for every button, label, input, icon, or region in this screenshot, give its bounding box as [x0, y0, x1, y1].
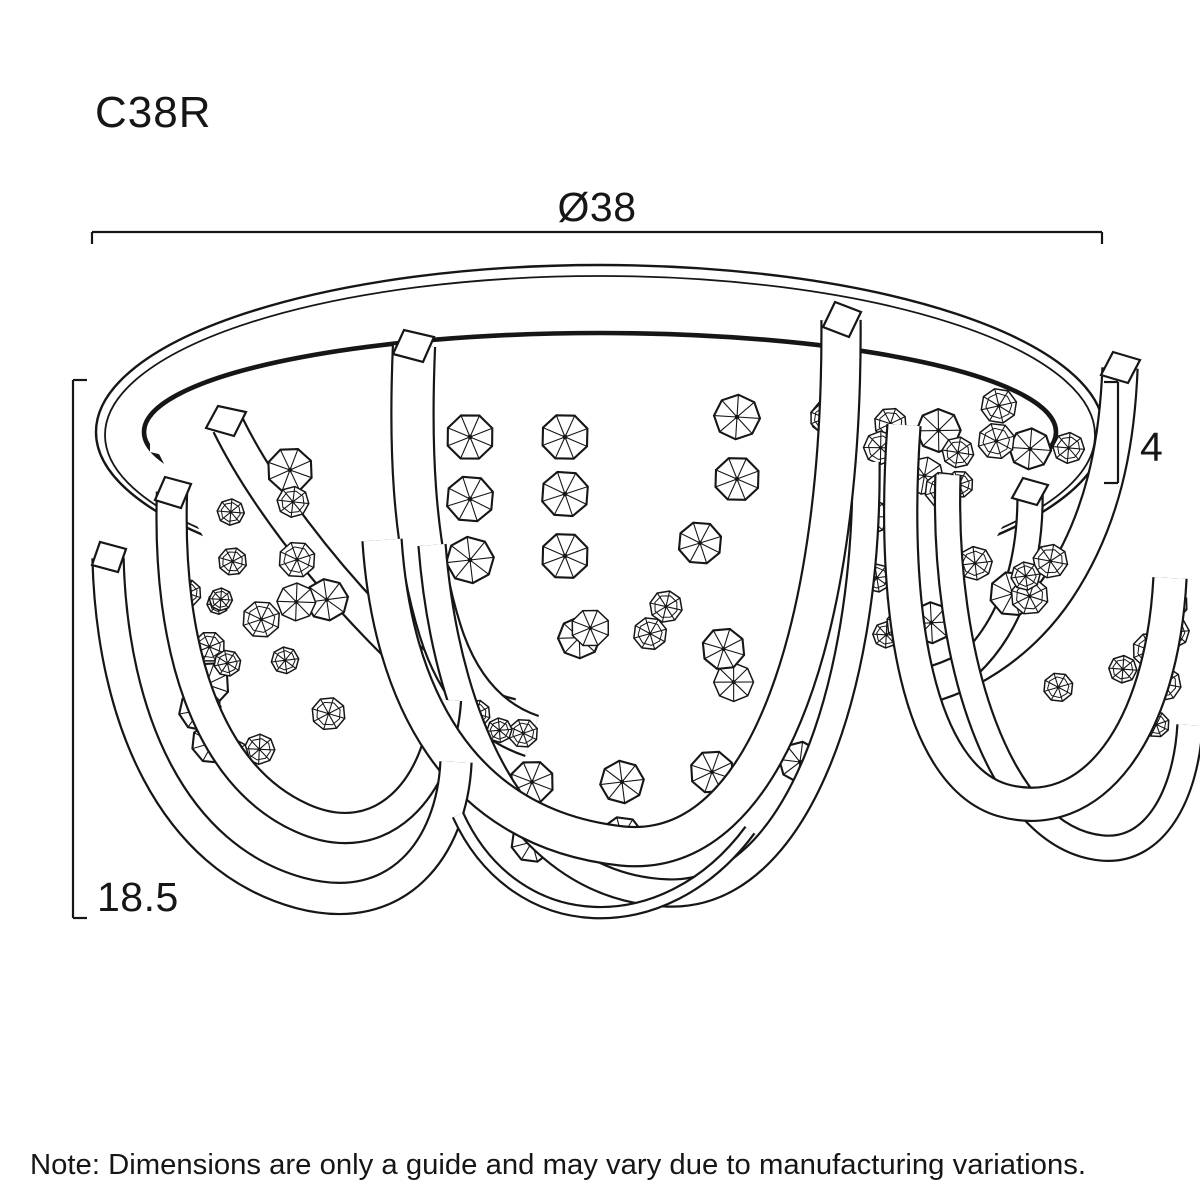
crystal-octagon [446, 537, 494, 583]
overall-height-dimension-label: 18.5 [97, 874, 179, 920]
crystal-octagon [600, 761, 644, 803]
crystal-octagon [1044, 673, 1073, 701]
crystal-octagon [268, 449, 311, 491]
canopy-height-dimension-label: 4 [1140, 424, 1164, 470]
crystal-octagon [243, 602, 279, 637]
crystal-octagon [634, 618, 666, 649]
disclaimer-note: Note: Dimensions are only a guide and may vary due to manufacturing variations. [30, 1149, 1086, 1181]
crystal-octagon [572, 611, 608, 646]
product-code-label: C38R [95, 88, 212, 137]
crystal-octagon [447, 477, 493, 521]
diameter-dimension-line [92, 232, 1102, 244]
crystal-octagon [280, 543, 315, 577]
crystal-octagon [1009, 428, 1051, 469]
crystal-octagon [214, 650, 240, 676]
crystal-octagon [716, 458, 759, 500]
crystal-octagon [1053, 433, 1085, 464]
crystal-octagon [277, 583, 316, 621]
crystal-octagon [209, 588, 232, 611]
crystal-octagon [277, 487, 309, 518]
crystal-octagon [312, 698, 344, 730]
crystal-octagon [679, 523, 721, 564]
crystal-octagon [703, 629, 744, 669]
crystal-octagon [509, 720, 537, 747]
crystal-octagon [271, 647, 298, 674]
crystal-octagon [714, 395, 760, 440]
crystal-octagon [979, 424, 1015, 459]
crystal-octagon [942, 437, 973, 467]
crystal-octagon [448, 415, 493, 458]
crystal-octagon [217, 499, 244, 525]
crystal-octagon [1011, 562, 1040, 590]
crystal-octagon [981, 389, 1016, 423]
crystal-octagon [1109, 656, 1137, 683]
crystal-octagon [219, 548, 246, 575]
crystal-octagon [650, 591, 682, 622]
overall-height-dimension-line [73, 380, 87, 918]
diameter-dimension-label: Ø38 [557, 184, 637, 230]
crystal-octagon [543, 415, 588, 458]
crystal-octagon [543, 534, 588, 578]
crystal-octagon [542, 472, 588, 516]
